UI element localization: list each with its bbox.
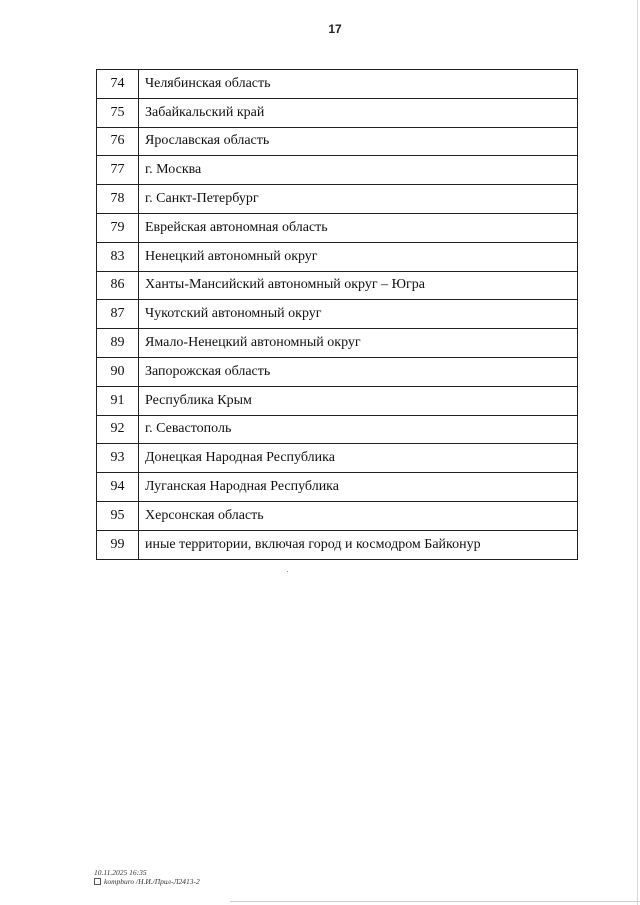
checkbox-icon <box>94 878 101 885</box>
scan-speck <box>287 571 288 572</box>
region-code: 92 <box>97 415 139 444</box>
region-code: 95 <box>97 501 139 530</box>
region-name: Еврейская автономная область <box>139 213 578 242</box>
region-name: Челябинская область <box>139 70 578 99</box>
region-code: 78 <box>97 185 139 214</box>
scan-edge-right <box>637 0 638 905</box>
region-code: 76 <box>97 127 139 156</box>
region-name: г. Санкт-Петербург <box>139 185 578 214</box>
region-name: Чукотский автономный округ <box>139 300 578 329</box>
table-row <box>97 156 578 185</box>
region-name: г. Севастополь <box>139 415 578 444</box>
region-name: иные территории, включая город и космодром Байконур <box>139 530 578 559</box>
table-row <box>97 271 578 300</box>
region-table-body <box>97 70 578 560</box>
table-row <box>97 70 578 99</box>
region-name: Херсонская область <box>139 501 578 530</box>
region-code: 87 <box>97 300 139 329</box>
footer-document-ref: kompburo /Н.И./Прил-Л2413-2 <box>104 877 200 886</box>
region-code: 77 <box>97 156 139 185</box>
region-code: 79 <box>97 213 139 242</box>
table-row <box>97 473 578 502</box>
region-name: Ямало-Ненецкий автономный округ <box>139 329 578 358</box>
region-name: Ярославская область <box>139 127 578 156</box>
region-name: Запорожская область <box>139 357 578 386</box>
footer-timestamp: 10.11.2025 16:35 <box>94 868 147 877</box>
region-code: 75 <box>97 98 139 127</box>
region-code: 90 <box>97 357 139 386</box>
region-name: Республика Крым <box>139 386 578 415</box>
region-code: 89 <box>97 329 139 358</box>
footer-document-ref-line <box>94 877 200 886</box>
region-name: Ненецкий автономный округ <box>139 242 578 271</box>
page-number: 17 <box>328 22 342 36</box>
region-code: 99 <box>97 530 139 559</box>
region-name: г. Москва <box>139 156 578 185</box>
table-row <box>97 242 578 271</box>
table-row <box>97 415 578 444</box>
table-row <box>97 98 578 127</box>
region-name: Луганская Народная Республика <box>139 473 578 502</box>
table-row <box>97 127 578 156</box>
scan-edge-bottom <box>230 901 640 902</box>
region-code: 86 <box>97 271 139 300</box>
region-name: Ханты-Мансийский автономный округ – Югра <box>139 271 578 300</box>
table-row <box>97 213 578 242</box>
table-row <box>97 444 578 473</box>
region-name: Забайкальский край <box>139 98 578 127</box>
table-row <box>97 530 578 559</box>
region-code: 94 <box>97 473 139 502</box>
table-row <box>97 357 578 386</box>
region-codes-table <box>96 69 578 560</box>
table-row <box>97 386 578 415</box>
region-code: 74 <box>97 70 139 99</box>
table-row <box>97 501 578 530</box>
table-row <box>97 329 578 358</box>
region-code: 83 <box>97 242 139 271</box>
region-code: 93 <box>97 444 139 473</box>
region-name: Донецкая Народная Республика <box>139 444 578 473</box>
region-code: 91 <box>97 386 139 415</box>
table-row <box>97 185 578 214</box>
document-footer <box>94 868 200 886</box>
table-row <box>97 300 578 329</box>
